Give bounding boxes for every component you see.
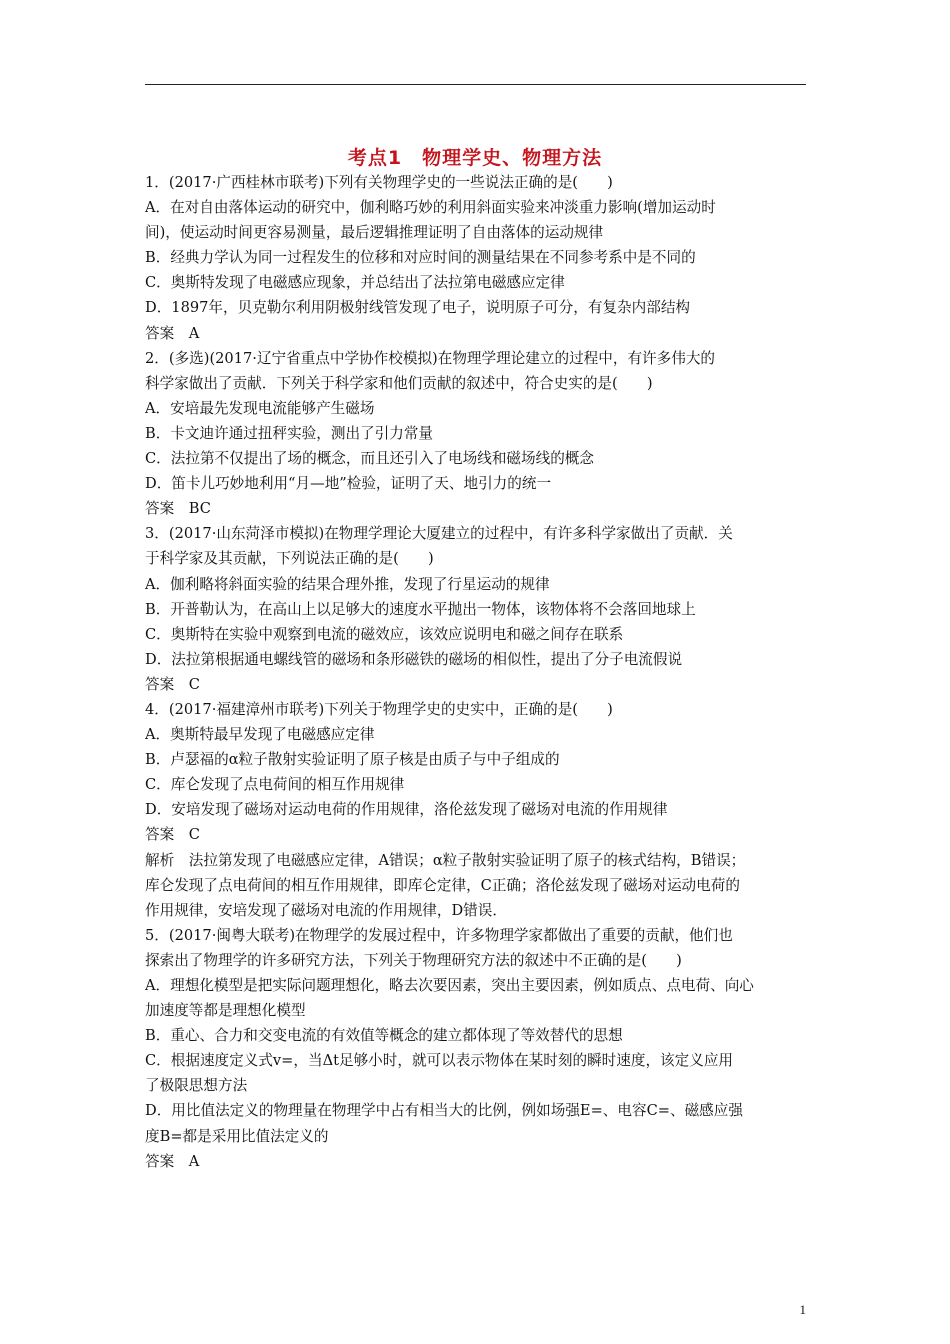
text-line: B．重心、合力和交变电流的有效值等概念的建立都体现了等效替代的思想 — [145, 1027, 623, 1045]
text-line: A．安培最先发现电流能够产生磁场 — [145, 399, 375, 417]
text-line: B．经典力学认为同一过程发生的位移和对应时间的测量结果在不同参考系中是不同的 — [145, 249, 696, 267]
text-line: B．卡文迪许通过扭秤实验，测出了引力常量 — [145, 424, 434, 442]
text-line: 5．(2017·闽粤大联考)在物理学的发展过程中，许多物理学家都做出了重要的贡献，他们也 — [145, 926, 733, 944]
text-line: D．安培发现了磁场对运动电荷的作用规律，洛伦兹发现了磁场对电流的作用规律 — [145, 801, 668, 819]
text-line: 4．(2017·福建漳州市联考)下列关于物理学史的史实中，正确的是( ) — [145, 700, 613, 718]
text-line: 答案 A — [145, 1152, 200, 1170]
text-line: D．笛卡儿巧妙地利用“月—地”检验，证明了天、地引力的统一 — [145, 475, 552, 493]
text-line: 科学家做出了贡献．下列关于科学家和他们贡献的叙述中，符合史实的是( ) — [145, 374, 653, 392]
text-line: 1．(2017·广西桂林市联考)下列有关物理学史的一些说法正确的是( ) — [145, 174, 613, 191]
text-line: 答案 C — [145, 826, 200, 844]
text-line: C．奥斯特在实验中观察到电流的磁效应，该效应说明电和磁之间存在联系 — [145, 625, 624, 643]
text-line: C．库仑发现了点电荷间的相互作用规律 — [145, 776, 405, 794]
text-line: 答案 A — [145, 324, 200, 342]
text-line: 加速度等都是理想化模型 — [145, 1002, 306, 1020]
text-line: D．用比值法定义的物理量在物理学中占有相当大的比例，例如场强E=、电容C=、磁感应强 — [145, 1102, 743, 1120]
text-line: 2．(多选)(2017·辽宁省重点中学协作校模拟)在物理学理论建立的过程中，有许多伟大的 — [145, 349, 716, 367]
text-line: C．奥斯特发现了电磁感应现象，并总结出了法拉第电磁感应定律 — [145, 274, 565, 292]
page-title: 考点1 物理学史、物理方法 — [347, 147, 603, 169]
text-line: 间)，使运动时间更容易测量，最后逻辑推理证明了自由落体的运动规律 — [145, 224, 604, 242]
text-line: 解析 法拉第发现了电磁感应定律，A错误；α粒子散射实验证明了原子的核式结构，B错误； — [145, 851, 746, 869]
text-line: A．奥斯特最早发现了电磁感应定律 — [145, 726, 375, 744]
text-line: A．在对自由落体运动的研究中，伽利略巧妙的利用斜面实验来冲淡重力影响(增加运动时 — [145, 199, 716, 217]
text-line: 了极限思想方法 — [145, 1077, 248, 1095]
header-rule — [145, 84, 806, 85]
text-line: D．法拉第根据通电螺线管的磁场和条形磁铁的磁场的相似性，提出了分子电流假说 — [145, 650, 683, 668]
text-line: A．伽利略将斜面实验的结果合理外推，发现了行星运动的规律 — [145, 575, 550, 593]
text-line: B．卢瑟福的α粒子散射实验证明了原子核是由质子与中子组成的 — [145, 751, 560, 769]
text-line: 库仑发现了点电荷间的相互作用规律，即库仑定律，C正确；洛伦兹发现了磁场对运动电荷的 — [145, 876, 740, 894]
question-content — [145, 170, 807, 1174]
text-line: C．根据速度定义式v=，当Δt足够小时，就可以表示物体在某时刻的瞬时速度，该定义应用 — [145, 1052, 734, 1070]
text-line: 于科学家及其贡献，下列说法正确的是( ) — [145, 550, 434, 568]
text-line: A．理想化模型是把实际问题理想化，略去次要因素，突出主要因素，例如质点、点电荷、向心 — [145, 977, 754, 994]
text-line: 答案 C — [145, 675, 200, 693]
text-line: C．法拉第不仅提出了场的概念，而且还引入了电场线和磁场线的概念 — [145, 450, 594, 468]
text-line: 作用规律，安培发现了磁场对电流的作用规律，D错误． — [145, 901, 507, 919]
page-number: 1 — [799, 1302, 806, 1317]
text-line: B．开普勒认为，在高山上以足够大的速度水平抛出一物体，该物体将不会落回地球上 — [145, 600, 696, 618]
text-line: 答案 BC — [145, 500, 211, 518]
text-line: 探索出了物理学的许多研究方法，下列关于物理研究方法的叙述中不正确的是( ) — [145, 951, 682, 969]
text-line: D．1897年，贝克勒尔利用阴极射线管发现了电子，说明原子可分，有复杂内部结构 — [145, 299, 691, 317]
text-line: 3．(2017·山东菏泽市模拟)在物理学理论大厦建立的过程中，有许多科学家做出了贡献．关 — [145, 525, 733, 543]
text-line: 度B=都是采用比值法定义的 — [145, 1127, 329, 1145]
